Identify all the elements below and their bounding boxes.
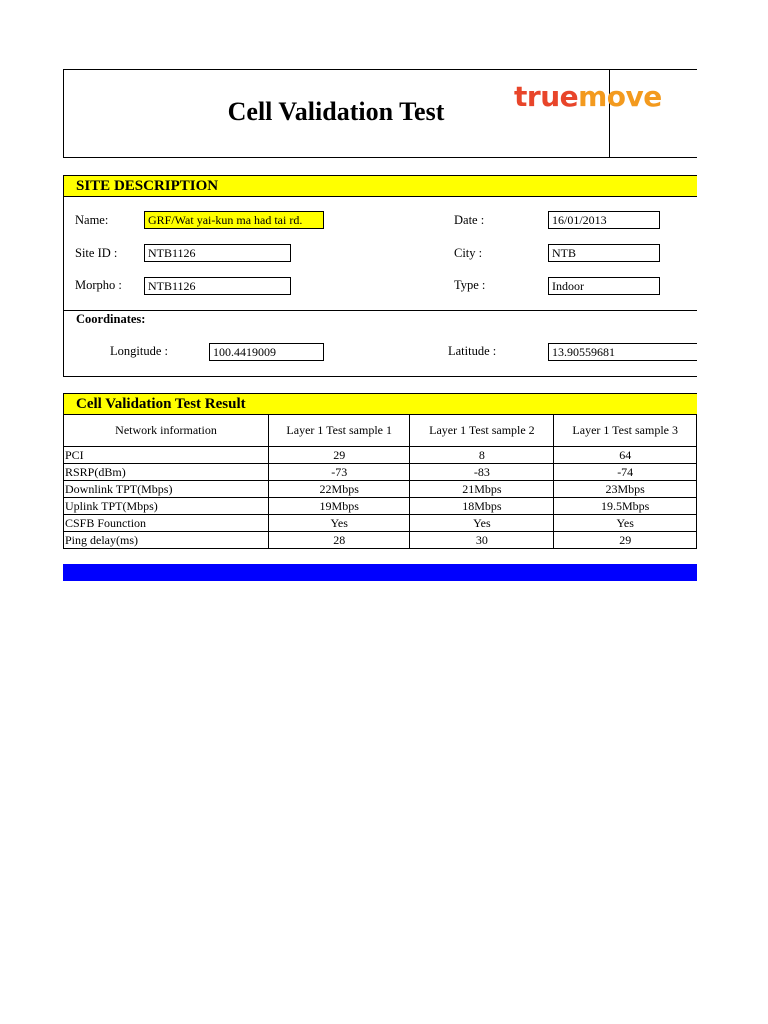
- table-cell: 28: [269, 532, 410, 549]
- table-row: [64, 447, 697, 464]
- site-divider: [63, 310, 697, 311]
- site-id-field[interactable]: NTB1126: [144, 244, 291, 262]
- table-cell: Yes: [554, 515, 697, 532]
- logo-part-true: true: [514, 80, 579, 113]
- longitude-label: Longitude :: [110, 344, 168, 358]
- city-field[interactable]: NTB: [548, 244, 660, 262]
- morpho-label: Morpho :: [75, 278, 122, 292]
- site-description-heading: SITE DESCRIPTION: [63, 175, 697, 197]
- table-cell: Yes: [410, 515, 554, 532]
- table-cell: 30: [410, 532, 554, 549]
- column-header: Network information: [64, 415, 269, 447]
- longitude-field[interactable]: 100.4419009: [209, 343, 324, 361]
- column-header: Layer 1 Test sample 2: [410, 415, 554, 447]
- table-header-row: [64, 415, 697, 447]
- row-label: CSFB Founction: [64, 515, 269, 532]
- table-cell: -74: [554, 464, 697, 481]
- table-cell: 18Mbps: [410, 498, 554, 515]
- table-cell: 23Mbps: [554, 481, 697, 498]
- morpho-field[interactable]: NTB1126: [144, 277, 291, 295]
- logo-part-move: move: [578, 80, 662, 113]
- table-cell: Yes: [269, 515, 410, 532]
- row-label: PCI: [64, 447, 269, 464]
- truemove-logo: [514, 80, 662, 113]
- site-id-label: Site ID :: [75, 246, 118, 260]
- type-label: Type :: [454, 278, 486, 292]
- table-cell: 19Mbps: [269, 498, 410, 515]
- table-cell: -73: [269, 464, 410, 481]
- result-heading: Cell Validation Test Result: [63, 393, 697, 415]
- latitude-label: Latitude :: [448, 344, 497, 358]
- table-row: [64, 464, 697, 481]
- table-cell: 19.5Mbps: [554, 498, 697, 515]
- row-label: Uplink TPT(Mbps): [64, 498, 269, 515]
- table-cell: 29: [269, 447, 410, 464]
- table-cell: 29: [554, 532, 697, 549]
- name-label: Name:: [75, 213, 109, 227]
- latitude-field[interactable]: 13.90559681: [548, 343, 697, 361]
- footer-bar: [63, 564, 697, 581]
- table-cell: 22Mbps: [269, 481, 410, 498]
- table-cell: 21Mbps: [410, 481, 554, 498]
- table-row: [64, 498, 697, 515]
- result-table: [63, 414, 697, 549]
- page-title: Cell Validation Test: [227, 97, 445, 126]
- table-row: [64, 532, 697, 549]
- type-field[interactable]: Indoor: [548, 277, 660, 295]
- table-row: [64, 515, 697, 532]
- date-field[interactable]: 16/01/2013: [548, 211, 660, 229]
- city-label: City :: [454, 246, 483, 260]
- table-row: [64, 481, 697, 498]
- date-label: Date :: [454, 213, 485, 227]
- column-header: Layer 1 Test sample 3: [554, 415, 697, 447]
- table-cell: -83: [410, 464, 554, 481]
- table-cell: 64: [554, 447, 697, 464]
- name-field[interactable]: GRF/Wat yai-kun ma had tai rd.: [144, 211, 324, 229]
- column-header: Layer 1 Test sample 1: [269, 415, 410, 447]
- row-label: Ping delay(ms): [64, 532, 269, 549]
- table-cell: 8: [410, 447, 554, 464]
- coordinates-label: Coordinates:: [76, 312, 146, 326]
- row-label: Downlink TPT(Mbps): [64, 481, 269, 498]
- row-label: RSRP(dBm): [64, 464, 269, 481]
